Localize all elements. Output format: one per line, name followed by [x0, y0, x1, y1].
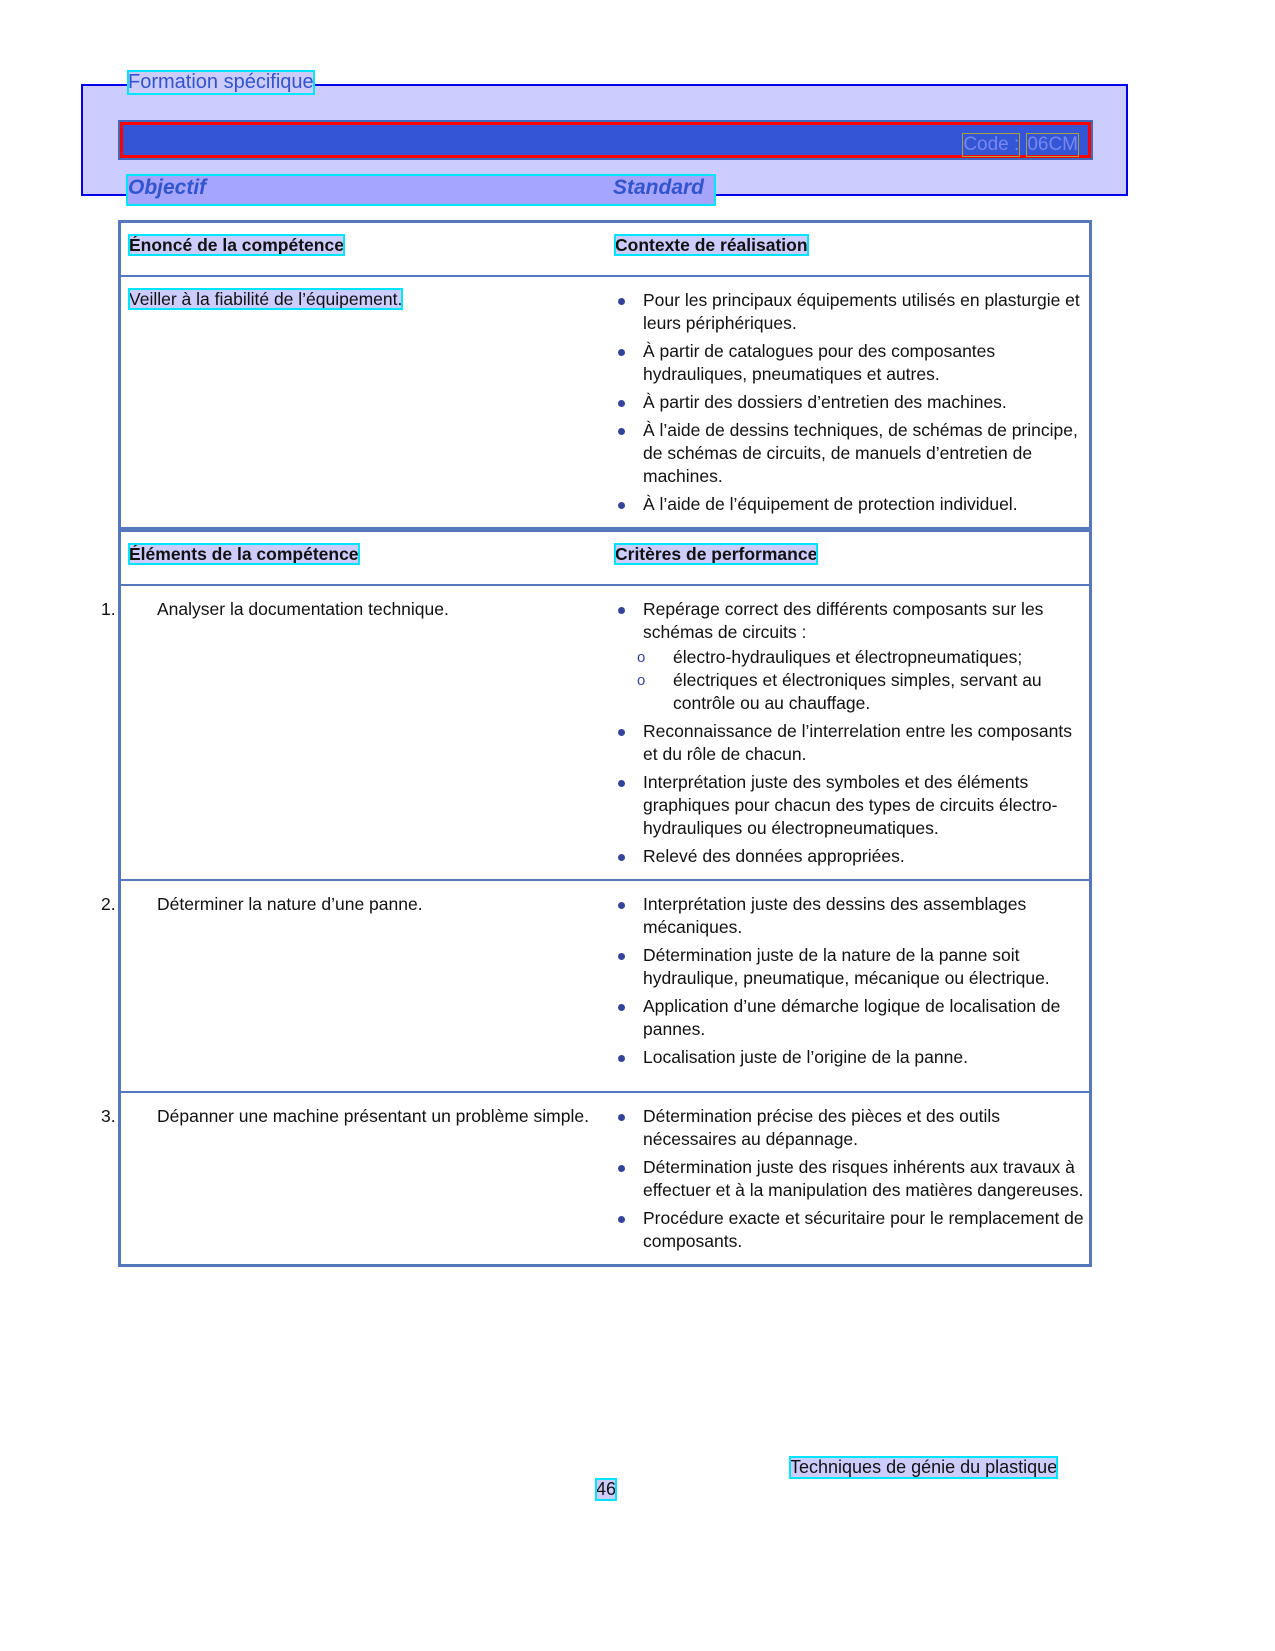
criterion-item: Interprétation juste des symboles et des éléments graphiques pour chacun des types de circuits électro-hydrauliques ou électropneumatiques.	[615, 771, 1089, 840]
col-header: Contexte de réalisation	[615, 235, 808, 255]
element-number: 1.	[101, 599, 116, 619]
page-number: 46	[596, 1479, 617, 1499]
element-text: Déterminer la nature d’une panne.	[157, 894, 423, 914]
code-value: 06CM	[1027, 134, 1078, 155]
context-item: À partir des dossiers d’entretien des machines.	[615, 391, 1089, 414]
context-item: À l’aide de dessins techniques, de schémas de principe, de schémas de circuits, de manuels d’entretien de machines.	[615, 419, 1089, 488]
competence-table	[118, 220, 1092, 530]
criterion-item	[615, 598, 1089, 715]
criterion-item: Procédure exacte et sécuritaire pour le remplacement de composants.	[615, 1207, 1089, 1253]
standard-label: Standard	[613, 176, 705, 199]
context-item: À partir de catalogues pour des composantes hydrauliques, pneumatiques et autres.	[615, 340, 1089, 386]
criterion-item: Détermination précise des pièces et des outils nécessaires au dépannage.	[615, 1105, 1089, 1151]
context-item: À l’aide de l’équipement de protection individuel.	[615, 493, 1089, 516]
footer-program: Techniques de génie du plastique	[790, 1457, 1058, 1477]
criterion-item: Application d’une démarche logique de localisation de pannes.	[615, 995, 1089, 1041]
competence-statement: Veiller à la fiabilité de l’équipement.	[129, 289, 403, 309]
objective-label: Objectif	[128, 176, 207, 199]
criterion-item: Interprétation juste des dessins des assemblages mécaniques.	[615, 893, 1089, 939]
code-label: Code :	[963, 134, 1020, 155]
element-number: 3.	[101, 1106, 116, 1126]
objective-standard-row	[128, 176, 714, 204]
col-header: Énoncé de la compétence	[129, 235, 344, 255]
criterion-item: Détermination juste des risques inhérents aux travaux à effectuer et à la manipulation des matières dangereuses.	[615, 1156, 1089, 1202]
sub-criterion: o électro-hydrauliques et électropneumatiques;	[643, 646, 1089, 669]
col-header: Critères de performance	[615, 544, 818, 564]
criterion-item: Détermination juste de la nature de la panne soit hydraulique, pneumatique, mécanique ou électrique.	[615, 944, 1089, 990]
criterion-item: Reconnaissance de l’interrelation entre les composants et du rôle de chacun.	[615, 720, 1089, 766]
element-text: Dépanner une machine présentant un problème simple.	[157, 1106, 589, 1126]
elements-table	[101, 529, 1092, 1267]
criterion-text: Repérage correct des différents composants sur les schémas de circuits :	[643, 599, 1044, 642]
element-text: Analyser la documentation technique.	[157, 599, 449, 619]
element-number: 2.	[101, 894, 116, 914]
section-title: Formation spécifique	[128, 71, 314, 93]
criterion-item: Localisation juste de l’origine de la panne.	[615, 1046, 1089, 1069]
criterion-item: Relevé des données appropriées.	[615, 845, 1089, 868]
code-bar	[118, 120, 1093, 160]
context-item: Pour les principaux équipements utilisés en plasturgie et leurs périphériques.	[615, 289, 1089, 335]
sub-criterion: o électriques et électroniques simples, servant au contrôle ou au chauffage.	[643, 669, 1089, 715]
col-header: Éléments de la compétence	[129, 544, 359, 564]
